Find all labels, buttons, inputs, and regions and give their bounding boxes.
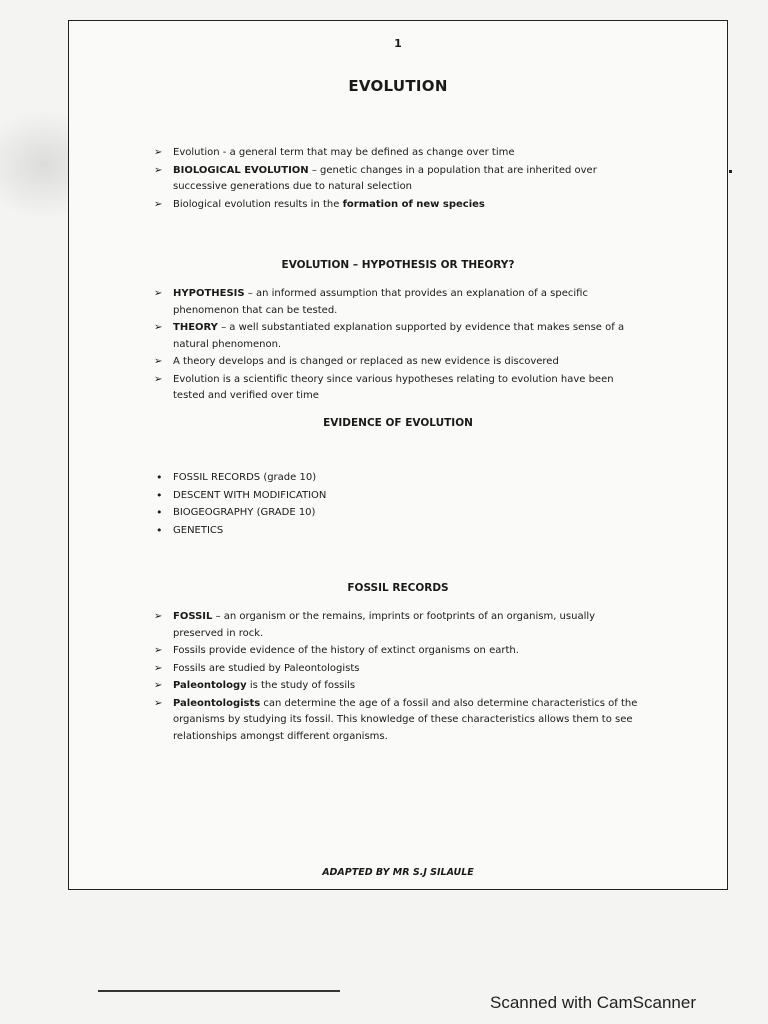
dot-bullet-icon: •: [156, 523, 163, 537]
scan-speck: [729, 170, 732, 173]
list-item: • DESCENT WITH MODIFICATION: [154, 488, 644, 505]
list-item: ➢ A theory develops and is changed or replaced as new evidence is discovered: [154, 354, 644, 371]
footer-credit: ADAPTED BY MR S.J SILAULE: [322, 867, 474, 878]
evidence-list: [154, 470, 644, 540]
arrow-bullet-icon: ➢: [154, 662, 163, 674]
dot-bullet-icon: •: [156, 488, 163, 502]
list-item: ➢ Fossils are studied by Paleontologists: [154, 661, 644, 678]
list-item: • BIOGEOGRAPHY (GRADE 10): [154, 505, 644, 522]
arrow-bullet-icon: ➢: [154, 373, 163, 385]
list-item: ➢ THEORY – a well substantiated explanation supported by evidence that makes sense of a natural phenomenon.: [154, 322, 625, 350]
arrow-bullet-icon: ➢: [154, 680, 163, 691]
arrow-bullet-icon: ➢: [154, 322, 163, 333]
list-item: ➢ Paleontology is the study of fossils: [154, 678, 644, 695]
section-heading-hypothesis: EVOLUTION – HYPOTHESIS OR THEORY?: [281, 259, 515, 271]
list-item: ➢ Paleontologists can determine the age of a fossil and also determine characteristics of the organisms by studying its fossil. This knowledge of these characteristics allows them to see relationships amongst different organisms.: [154, 697, 638, 742]
dot-bullet-icon: •: [156, 506, 163, 519]
dot-bullet-icon: •: [156, 471, 163, 484]
arrow-bullet-icon: ➢: [154, 198, 163, 210]
section-heading-evidence: EVIDENCE OF EVOLUTION: [323, 417, 473, 429]
fossil-list: [154, 609, 644, 746]
document-page: [68, 20, 728, 890]
page-number: 1: [394, 37, 402, 50]
intro-list: [154, 145, 644, 214]
list-item: ➢ Evolution - a general term that may be defined as change over time: [154, 145, 644, 162]
list-item: ➢ Biological evolution results in the formation of new species: [154, 197, 644, 214]
arrow-bullet-icon: ➢: [154, 147, 163, 158]
list-item: • GENETICS: [154, 523, 644, 540]
hypothesis-list: [154, 286, 644, 406]
list-item: ➢ FOSSIL – an organism or the remains, imprints or footprints of an organism, usually preserved in rock.: [154, 611, 596, 639]
arrow-bullet-icon: ➢: [154, 164, 163, 176]
list-item: ➢ Fossils provide evidence of the history of extinct organisms on earth.: [154, 643, 644, 660]
arrow-bullet-icon: ➢: [154, 697, 163, 709]
arrow-bullet-icon: ➢: [154, 611, 163, 622]
scan-line: [98, 990, 340, 992]
list-item: ➢ Evolution is a scientific theory since various hypotheses relating to evolution have been tested and verified over time: [154, 373, 614, 401]
list-item: • FOSSIL RECORDS (grade 10): [154, 470, 644, 487]
arrow-bullet-icon: ➢: [154, 645, 163, 656]
arrow-bullet-icon: ➢: [154, 288, 163, 299]
list-item: ➢ BIOLOGICAL EVOLUTION – genetic changes in a population that are inherited over successive generations due to natural selection: [154, 164, 597, 192]
list-item: ➢ HYPOTHESIS – an informed assumption that provides an explanation of a specific phenomenon that can be tested.: [154, 288, 588, 316]
section-heading-fossil: FOSSIL RECORDS: [347, 582, 449, 594]
arrow-bullet-icon: ➢: [154, 356, 163, 367]
scanner-watermark: Scanned with CamScanner: [489, 993, 696, 1012]
document-title: EVOLUTION: [348, 77, 448, 95]
